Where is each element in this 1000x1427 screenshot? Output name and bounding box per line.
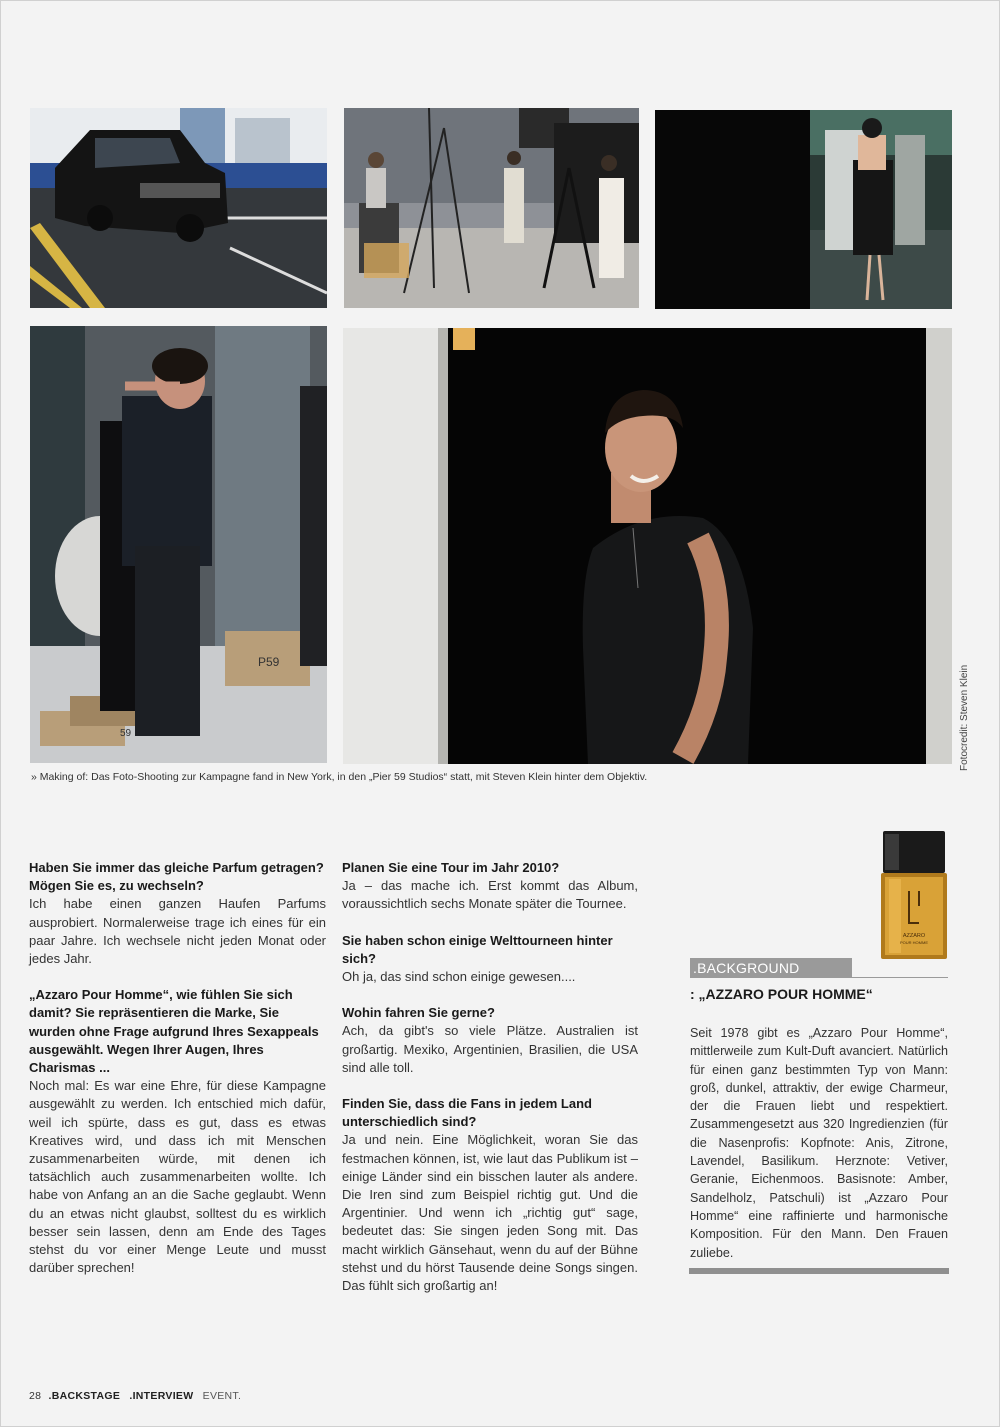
photo-credit-text: Fotocredit: Steven Klein <box>959 664 970 771</box>
interview-column-2 <box>342 859 638 1295</box>
footer-section-event: EVENT. <box>202 1390 242 1402</box>
question: Wohin fahren Sie gerne? <box>342 1005 495 1021</box>
photo-car-garage <box>30 108 327 308</box>
page-number: 28 <box>29 1390 42 1402</box>
photo-smiling-man <box>343 328 952 764</box>
page-footer <box>29 1390 241 1402</box>
background-text: Seit 1978 gibt es „Azzaro Pour Homme“, mittlerweile zum Kult-Duft avanciert. Natürlich für einen ganz bestimmten Typ von Mann: groß, dunkel, attraktiv, der ewige Charmeur, der die Frauen liebt und respektiert. Zusammengesetzt aus 320 Ingredienzien (für die Nasenprofis: Kopfnote: Anis, Zitrone, Lavendel, Basilikum. Herznote: Vetiver, Geranie, Eichenmoos. Basisnote: Amber, Sandelholz, Patschuli) ist „Azzaro Pour Homme“ eine raffinierte und harmonische Komposition. Für den Mann. Den Frauen zuliebe. <box>690 1026 948 1260</box>
box-label-small: 59 <box>120 728 132 739</box>
divider-bar <box>689 1268 949 1274</box>
photo-couple-posing <box>30 326 327 763</box>
question: Sie haben schon einige Welttourneen hinter sich? <box>342 932 613 966</box>
bottle-subbrand: POUR HOMME <box>900 940 928 945</box>
perfume-bottle-image <box>879 831 949 959</box>
answer: Oh ja, das sind schon einige gewesen.... <box>342 969 576 985</box>
background-title: : „AZZARO POUR HOMME“ <box>690 986 873 1002</box>
answer: Ja und nein. Eine Möglichkeit, woran Sie das festmachen können, ist, wie laut das Publikum ist – einige Länder sind ein bisschen lauter als andere. Die Iren sind zum Beispiel richtig gut. Und die Argentinier. Und wenn ich „richtig gut“ sage, bedeutet das: Sie singen jeden Song mit. Das macht wirklich Gänsehaut, wenn du auf der Bühne stehst und du hörst Tausende deine Songs singen. Das fühlt sich großartig an! <box>342 1132 638 1294</box>
bottle-brand: AZZARO <box>902 933 926 939</box>
question: Planen Sie eine Tour im Jahr 2010? <box>342 860 560 875</box>
question: Finden Sie, dass die Fans in jedem Land unterschiedlich sind? <box>342 1096 592 1130</box>
photo-film-set <box>344 108 639 308</box>
interview-column-1 <box>29 859 326 1277</box>
question: Haben Sie immer das gleiche Parfum getragen? Mögen Sie es, zu wechseln? <box>29 860 324 894</box>
box-label: P59 <box>258 655 280 669</box>
photo-model-dress <box>655 110 952 309</box>
answer: Ach, da gibt's so viele Plätze. Australien ist großartig. Mexiko, Argentinien, Brasilien, die USA sind alle toll. <box>342 1023 638 1075</box>
answer: Ja – das mache ich. Erst kommt das Album, voraussichtlich sechs Monate später die Tournee. <box>342 878 638 912</box>
answer: Ich habe einen ganzen Haufen Parfums ausprobiert. Normalerweise trage ich eines für ein paar Jahre. Ich wechsele nicht jeden Monat oder jedes Jahr. <box>29 896 326 967</box>
footer-section-interview: .INTERVIEW <box>129 1390 194 1402</box>
question: „Azzaro Pour Homme“, wie fühlen Sie sich damit? Sie repräsentieren die Marke, Sie wurden ohne Frage aufgrund Ihres Sexappeals ausgewählt. Wegen Ihrer Augen, Ihres Charismas ... <box>29 987 319 1076</box>
divider <box>852 977 948 978</box>
answer: Noch mal: Es war eine Ehre, für diese Kampagne ausgewählt zu werden. Ich entschied mich dafür, weil ich spürte, dass es gut, dass es etwas Kreatives wird, und dass ich mit Menschen zusammenarbeiten würde, mit denen ich tatsächlich auch zusammenarbeiten wollte. Ich habe von Anfang an an die Sache geglaubt. Wenn du an etwas nicht glaubst, solltest du es wirklich besser sein lassen, denn am Ende des Tages stehst du vor einer Menge Leute und musst darüber sprechen! <box>29 1078 326 1276</box>
background-label: .BACKGROUND <box>690 958 852 978</box>
footer-section-backstage: .BACKSTAGE <box>48 1390 121 1402</box>
photo-caption: » Making of: Das Foto-Shooting zur Kampagne fand in New York, in den „Pier 59 Studios“ statt, mit Steven Klein hinter dem Objektiv. <box>31 771 648 783</box>
photo-credit <box>959 651 975 771</box>
